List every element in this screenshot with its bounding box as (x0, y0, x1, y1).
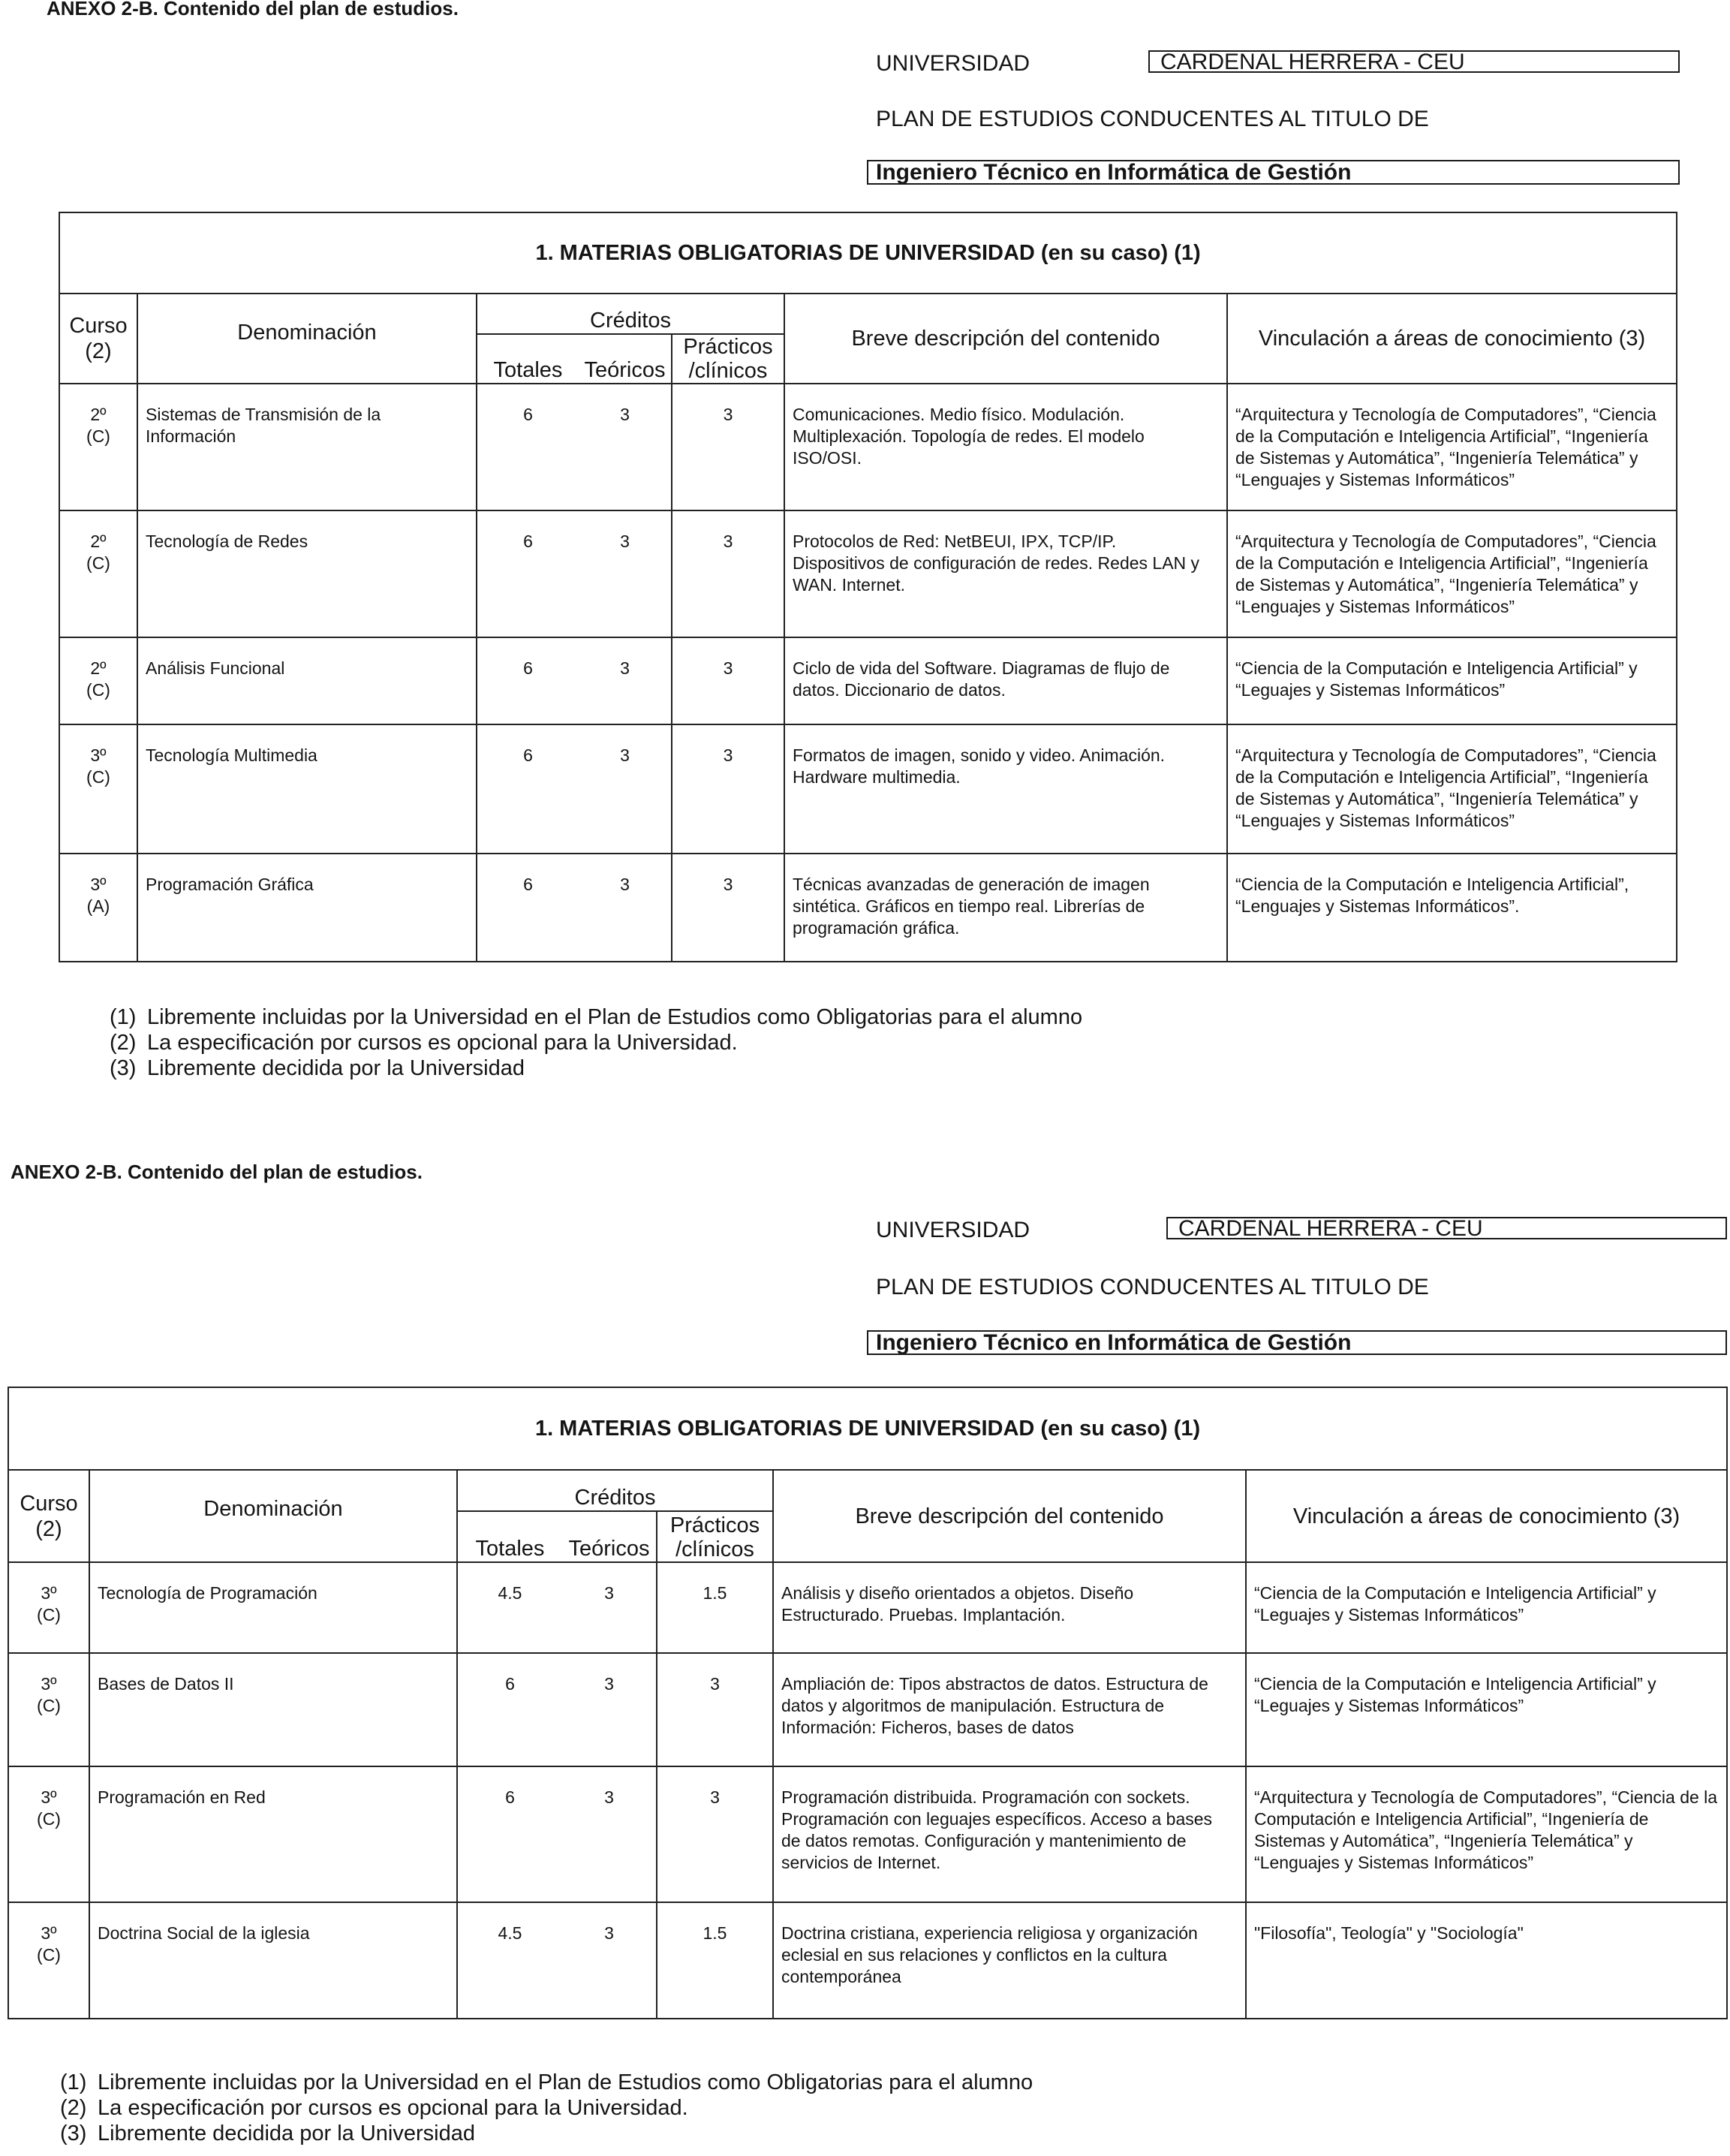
header-curso-note: (2) (85, 339, 112, 363)
row-vinculacion: “Ciencia de la Computación e Inteligencia Artificial”, “Lenguajes y Sistemas Informáticos”. (1227, 854, 1677, 962)
header-descripcion: Breve descripción del contenido (773, 1470, 1246, 1562)
header-denominacion: Denominación (89, 1470, 457, 1562)
header-curso-note: (2) (35, 1516, 62, 1541)
row-practicos: 1.5 (657, 1562, 773, 1653)
header-denominacion: Denominación (137, 294, 477, 384)
header-curso (8, 1470, 89, 1562)
subjects-table (8, 1387, 1728, 2019)
table-title: 1. MATERIAS OBLIGATORIAS DE UNIVERSIDAD (en su caso) (1) (8, 1387, 1727, 1470)
row-vinculacion: “Ciencia de la Computación e Inteligencia Artificial” y “Leguajes y Sistemas Informáticos” (1246, 1653, 1727, 1766)
row-practicos: 3 (672, 637, 784, 724)
footnote (60, 2121, 1033, 2146)
footnote-text: Libremente incluidas por la Universidad en el Plan de Estudios como Obligatorias para el alumno (147, 1005, 1083, 1029)
row-descripcion: Programación distribuida. Programación con sockets. Programación con leguajes específicos. Acceso a bases de datos remotas. Configuración y mantenimiento de servicios de Internet. (773, 1766, 1246, 1902)
row-denominacion: Tecnología Multimedia (137, 724, 477, 854)
universidad-value-box: CARDENAL HERRERA - CEU (1148, 50, 1680, 73)
footnotes (60, 2070, 1033, 2146)
row-curso: 3º (90, 875, 107, 894)
row-teoricos: 3 (579, 637, 672, 724)
row-descripcion: Análisis y diseño orientados a objetos. Diseño Estructurado. Pruebas. Implantación. (773, 1562, 1246, 1653)
titulo-value-box: Ingeniero Técnico en Informática de Gestión (867, 160, 1680, 185)
row-descripcion: Doctrina cristiana, experiencia religiosa y organización eclesial en sus relaciones y conflictos en la cultura contemporánea (773, 1902, 1246, 2019)
row-curso: 3º (41, 1787, 57, 1807)
footnote-text: Libremente incluidas por la Universidad en el Plan de Estudios como Obligatorias para el alumno (98, 2070, 1033, 2094)
header-vinculacion: Vinculación a áreas de conocimiento (3) (1246, 1470, 1727, 1562)
row-tipo: (C) (86, 426, 110, 446)
header-totales: Totales (477, 334, 579, 384)
row-denominacion: Doctrina Social de la iglesia (89, 1902, 457, 2019)
footnote (110, 1004, 1082, 1030)
row-curso: 3º (90, 745, 107, 765)
universidad-value-box: CARDENAL HERRERA - CEU (1166, 1217, 1727, 1239)
footnote-num: (3) (110, 1056, 137, 1080)
row-curso: 3º (41, 1674, 57, 1694)
footnote-num: (2) (60, 2096, 87, 2120)
row-practicos: 1.5 (657, 1902, 773, 2019)
row-denominacion: Programación Gráfica (137, 854, 477, 962)
footnote-num: (2) (110, 1031, 137, 1055)
row-totales: 6 (457, 1653, 562, 1766)
table-row (59, 724, 1677, 854)
row-practicos: 3 (657, 1766, 773, 1902)
table-title: 1. MATERIAS OBLIGATORIAS DE UNIVERSIDAD (en su caso) (1) (59, 212, 1677, 294)
row-vinculacion: “Arquitectura y Tecnología de Computadores”, “Ciencia de la Computación e Inteligencia Artificial”, “Ingeniería de Sistemas y Automática”, “Ingeniería Telemática” y “Lenguajes y Sistemas Informáticos” (1227, 724, 1677, 854)
row-teoricos: 3 (604, 1583, 614, 1603)
table-row (59, 510, 1677, 637)
row-descripcion: Formatos de imagen, sonido y video. Animación. Hardware multimedia. (784, 724, 1227, 854)
row-tipo: (C) (37, 1809, 61, 1829)
row-practicos: 3 (657, 1653, 773, 1766)
row-practicos: 3 (672, 510, 784, 637)
header-teoricos: Teóricos (579, 334, 672, 384)
plan-label: PLAN DE ESTUDIOS CONDUCENTES AL TITULO DE (876, 107, 1429, 131)
row-teoricos: 3 (579, 724, 672, 854)
table-row (59, 854, 1677, 962)
row-teoricos: 3 (579, 510, 672, 637)
row-totales: 6 (477, 637, 579, 724)
table-row (8, 1902, 1727, 2019)
row-teoricos: 3 (562, 1653, 657, 1766)
header-creditos: Créditos (477, 294, 784, 334)
row-curso: 2º (90, 658, 107, 678)
table-row (8, 1766, 1727, 1902)
footnote-text: Libremente decidida por la Universidad (98, 2121, 475, 2145)
row-teoricos: 3 (620, 405, 630, 424)
header-descripcion: Breve descripción del contenido (784, 294, 1227, 384)
row-tipo: (C) (86, 553, 110, 573)
footnote-num: (3) (60, 2121, 87, 2145)
row-curso: 2º (90, 531, 107, 551)
row-totales: 6 (477, 384, 579, 510)
row-practicos: 3 (672, 384, 784, 510)
row-vinculacion: “Arquitectura y Tecnología de Computadores”, “Ciencia de la Computación e Inteligencia Artificial”, “Ingeniería de Sistemas y Automática”, “Ingeniería Telemática” y “Lenguajes y Sistemas Informáticos” (1227, 510, 1677, 637)
header-clinicos-label: /clínicos (688, 359, 768, 383)
table-row (59, 637, 1677, 724)
row-tipo: (A) (86, 896, 110, 916)
row-vinculacion: “Arquitectura y Tecnología de Computadores”, “Ciencia de la Computación e Inteligencia Artificial”, “Ingeniería de Sistemas y Automática”, “Ingeniería Telemática” y “Lenguajes y Sistemas Informáticos” (1227, 384, 1677, 510)
header-clinicos-label: /clínicos (675, 1537, 754, 1561)
annex-title: ANEXO 2-B. Contenido del plan de estudios. (47, 0, 459, 20)
row-denominacion: Sistemas de Transmisión de la Información (137, 384, 477, 510)
titulo-value-box: Ingeniero Técnico en Informática de Gestión (867, 1330, 1727, 1355)
header-practicos-label: Prácticos (683, 335, 773, 359)
header-curso (59, 294, 137, 384)
header-totales: Totales (457, 1511, 562, 1562)
row-descripcion: Protocolos de Red: NetBEUI, IPX, TCP/IP. Dispositivos de configuración de redes. Redes LAN y WAN. Internet. (784, 510, 1227, 637)
footnotes (110, 1004, 1082, 1081)
header-curso-label: Curso (69, 314, 128, 338)
header-teoricos: Teóricos (562, 1511, 657, 1562)
universidad-label: UNIVERSIDAD (876, 1218, 1030, 1242)
footnote-text: La especificación por cursos es opcional para la Universidad. (147, 1031, 738, 1055)
row-totales: 4.5 (457, 1902, 562, 2019)
subjects-table (59, 212, 1677, 962)
footnote-num: (1) (110, 1005, 137, 1029)
row-totales: 6 (477, 854, 579, 962)
row-vinculacion: “Arquitectura y Tecnología de Computadores”, “Ciencia de la Computación e Inteligencia Artificial”, “Ingeniería de Sistemas y Automática”, “Ingeniería Telemática” y “Lenguajes y Sistemas Informáticos” (1246, 1766, 1727, 1902)
table-row (59, 384, 1677, 510)
header-vinculacion: Vinculación a áreas de conocimiento (3) (1227, 294, 1677, 384)
row-tipo: (C) (86, 767, 110, 787)
row-teoricos: 3 (562, 1902, 657, 2019)
annex-title: ANEXO 2-B. Contenido del plan de estudios. (11, 1161, 423, 1183)
row-denominacion: Tecnología de Redes (137, 510, 477, 637)
footnote (110, 1030, 1082, 1055)
plan-label: PLAN DE ESTUDIOS CONDUCENTES AL TITULO DE (876, 1275, 1429, 1299)
footnote-text: La especificación por cursos es opcional para la Universidad. (98, 2096, 688, 2120)
row-practicos: 3 (672, 854, 784, 962)
row-tipo: (C) (37, 1945, 61, 1965)
table-row (8, 1562, 1727, 1653)
row-descripcion: Técnicas avanzadas de generación de imagen sintética. Gráficos en tiempo real. Librerías de programación gráfica. (784, 854, 1227, 962)
row-tipo: (C) (37, 1696, 61, 1715)
row-vinculacion: "Filosofía", Teología" y "Sociología" (1246, 1902, 1727, 2019)
header-curso-label: Curso (20, 1491, 78, 1516)
header-creditos: Créditos (457, 1470, 773, 1511)
row-totales: 6 (477, 510, 579, 637)
footnote (60, 2070, 1033, 2095)
table-row (8, 1653, 1727, 1766)
row-vinculacion: “Ciencia de la Computación e Inteligencia Artificial” y “Leguajes y Sistemas Informáticos” (1246, 1562, 1727, 1653)
row-practicos: 3 (672, 724, 784, 854)
row-teoricos: 3 (562, 1766, 657, 1902)
footnote-text: Libremente decidida por la Universidad (147, 1056, 525, 1080)
row-tipo: (C) (86, 680, 110, 700)
row-denominacion: Bases de Datos II (89, 1653, 457, 1766)
row-tipo: (C) (37, 1605, 61, 1625)
row-totales: 6 (477, 724, 579, 854)
row-vinculacion: “Ciencia de la Computación e Inteligencia Artificial” y “Leguajes y Sistemas Informáticos” (1227, 637, 1677, 724)
row-totales: 6 (457, 1766, 562, 1902)
row-denominacion: Tecnología de Programación (89, 1562, 457, 1653)
universidad-label: UNIVERSIDAD (876, 51, 1030, 76)
row-totales: 4.5 (457, 1562, 562, 1653)
row-curso: 3º (41, 1923, 57, 1943)
footnote (60, 2095, 1033, 2121)
row-descripcion: Ampliación de: Tipos abstractos de datos. Estructura de datos y algoritmos de manipulación. Estructura de Información: Ficheros, bases de datos (773, 1653, 1246, 1766)
row-teoricos: 3 (579, 854, 672, 962)
row-curso: 2º (90, 405, 107, 424)
row-descripcion: Ciclo de vida del Software. Diagramas de flujo de datos. Diccionario de datos. (784, 637, 1227, 724)
row-denominacion: Análisis Funcional (137, 637, 477, 724)
row-descripcion: Comunicaciones. Medio físico. Modulación. Multiplexación. Topología de redes. El modelo ISO/OSI. (784, 384, 1227, 510)
header-practicos (672, 334, 784, 384)
row-curso: 3º (41, 1583, 57, 1603)
row-denominacion: Programación en Red (89, 1766, 457, 1902)
header-practicos (657, 1511, 773, 1562)
footnote-num: (1) (60, 2070, 87, 2094)
header-practicos-label: Prácticos (669, 1513, 760, 1537)
footnote (110, 1055, 1082, 1081)
